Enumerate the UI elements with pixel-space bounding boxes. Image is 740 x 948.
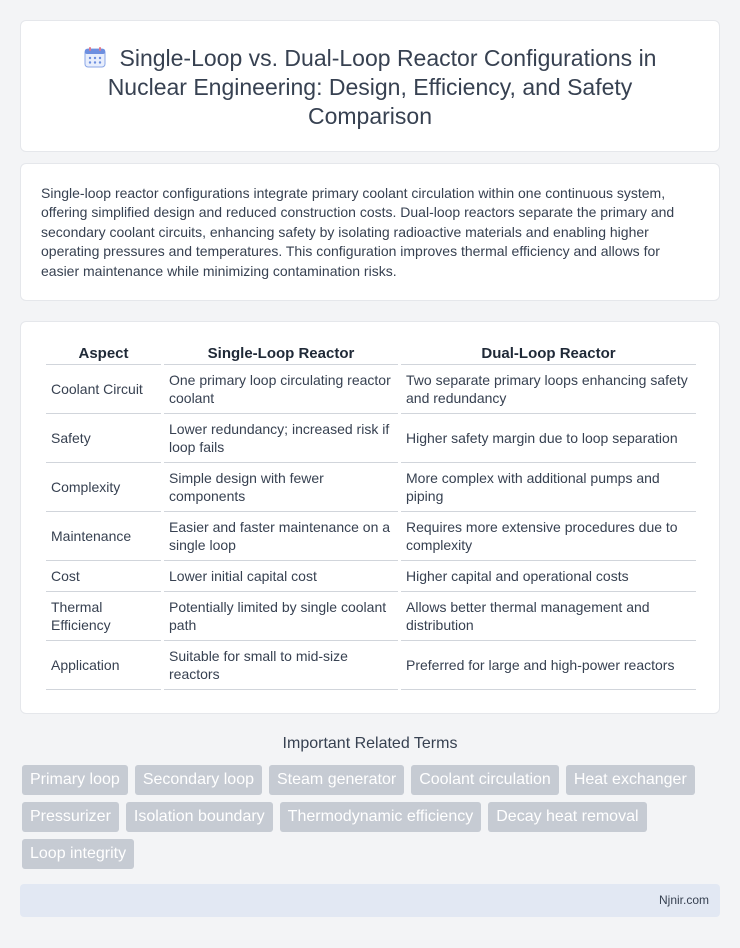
intro-card xyxy=(20,163,720,301)
cell-dual-loop: Requires more extensive procedures due to complexity xyxy=(401,512,696,561)
cell-single-loop: Lower initial capital cost xyxy=(164,561,398,592)
table-row xyxy=(46,365,696,414)
cell-single-loop: Potentially limited by single coolant path xyxy=(164,592,398,641)
table-row xyxy=(46,414,696,463)
header-single-loop: Single-Loop Reactor xyxy=(164,342,398,365)
term-tag[interactable]: Decay heat removal xyxy=(488,802,646,832)
comparison-table-card xyxy=(20,321,720,714)
term-tag[interactable]: Pressurizer xyxy=(22,802,119,832)
term-tag[interactable]: Coolant circulation xyxy=(411,765,559,795)
table-row xyxy=(46,561,696,592)
footer-site-link[interactable]: Njnir.com xyxy=(658,893,709,907)
term-tag[interactable]: Heat exchanger xyxy=(566,765,695,795)
cell-aspect: Application xyxy=(46,641,161,690)
table-row xyxy=(46,463,696,512)
footer-bar xyxy=(20,884,720,917)
cell-aspect: Coolant Circuit xyxy=(46,365,161,414)
cell-single-loop: Easier and faster maintenance on a single loop xyxy=(164,512,398,561)
header-dual-loop: Dual-Loop Reactor xyxy=(401,342,696,365)
cell-single-loop: Lower redundancy; increased risk if loop fails xyxy=(164,414,398,463)
table-row xyxy=(46,592,696,641)
cell-aspect: Maintenance xyxy=(46,512,161,561)
term-tag[interactable]: Thermodynamic efficiency xyxy=(280,802,482,832)
term-tag[interactable]: Steam generator xyxy=(269,765,404,795)
page-title: Single-Loop vs. Dual-Loop Reactor Configurations in Nuclear Engineering: Design, Efficiency, and Safety Comparison xyxy=(107,45,657,129)
cell-dual-loop: Higher safety margin due to loop separation xyxy=(401,414,696,463)
related-terms-list xyxy=(22,765,722,869)
table-row xyxy=(46,512,696,561)
cell-single-loop: One primary loop circulating reactor coolant xyxy=(164,365,398,414)
term-tag[interactable]: Isolation boundary xyxy=(126,802,273,832)
cell-dual-loop: Higher capital and operational costs xyxy=(401,561,696,592)
cell-aspect: Thermal Efficiency xyxy=(46,592,161,641)
calendar-icon xyxy=(84,46,106,68)
cell-dual-loop: Preferred for large and high-power reactors xyxy=(401,641,696,690)
term-tag[interactable]: Loop integrity xyxy=(22,839,134,869)
related-terms-heading: Important Related Terms xyxy=(282,735,458,752)
cell-single-loop: Suitable for small to mid-size reactors xyxy=(164,641,398,690)
intro-paragraph: Single-loop reactor configurations integrate primary coolant circulation within one continuous system, offering simplified design and reduced construction costs. Dual-loop reactors separate the primary and secondary coolant circuits, enhancing safety by isolating radioactive materials and enabling higher operating pressures and temperatures. This configuration improves thermal efficiency and allows for easier maintenance while minimizing contamination risks. xyxy=(41,185,675,279)
page-title-wrap xyxy=(61,44,679,131)
cell-aspect: Safety xyxy=(46,414,161,463)
cell-dual-loop: More complex with additional pumps and piping xyxy=(401,463,696,512)
cell-single-loop: Simple design with fewer components xyxy=(164,463,398,512)
title-card xyxy=(20,20,720,152)
term-tag[interactable]: Primary loop xyxy=(22,765,128,795)
term-tag[interactable]: Secondary loop xyxy=(135,765,262,795)
cell-dual-loop: Allows better thermal management and distribution xyxy=(401,592,696,641)
table-row xyxy=(46,641,696,690)
cell-aspect: Cost xyxy=(46,561,161,592)
cell-dual-loop: Two separate primary loops enhancing safety and redundancy xyxy=(401,365,696,414)
cell-aspect: Complexity xyxy=(46,463,161,512)
header-aspect: Aspect xyxy=(46,342,161,365)
comparison-table xyxy=(43,342,699,690)
table-header-row xyxy=(46,342,696,365)
